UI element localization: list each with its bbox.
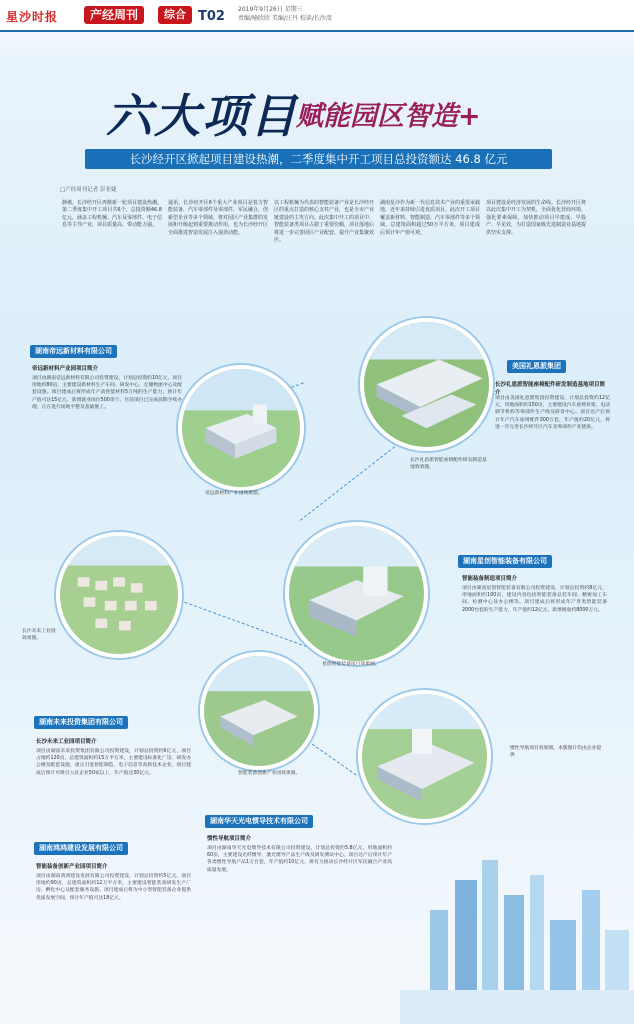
project-title-1: 帝远新材料产业园项目简介 [32,366,99,372]
headline-main: 六大项目 [106,89,298,143]
column-badge: 产经周刊 [84,6,144,24]
intro-column-4: 湖南星沙作为新一代信息技术产业的重要承载地，近年来持续引进优质项目。此次开工项目覆盖新材料、智能制造、汽车零部件等多个领域，总建筑面积超过50万平方米，项目建成后预计年产值可观。 [380,200,481,236]
caption-6: 惯性导航项目效果图。本版图片均由企业提供 [510,746,602,758]
project-title-4: 长沙未来工业园项目简介 [36,739,97,745]
company-header-3: 湖南星创智能装备有限公司 [458,555,552,568]
headline [100,80,560,150]
caption-4: 星创智能装备项目效果图。 [322,662,380,667]
caption-2: 长沙礼恩派智能座椅配件研发制造基地效果图。 [410,458,487,470]
company-header-2: 美国礼恩派集团 [507,360,566,373]
project-title-6: 智能装备创新产业园项目简介 [36,864,108,870]
company-header-6: 湖南鸿鸿建设发展有限公司 [34,842,128,855]
project-title-5: 惯性导航项目简介 [207,836,252,842]
project-text-3: 项目由湖南星创智能装备有限公司投资建设，计划总投资约8亿元，用地面积约100亩，建设内容包括智能装备总装车间、精密加工车间、检测中心及办公楼等。项目建成后将形成年产各类智能装备2000台套的生产能力，年产值约12亿元，新增税收约8000万元。 [462,586,607,613]
page-header [0,0,634,32]
intro-column-1: 静谧，长沙经开区再掀新一轮项目建设热潮。第二季度集中开工项目共6个，总投资额46.8亿元，涵盖工程机械、汽车及零部件、电子信息等主导产业，项目质量高、带动能力强。 [62,200,163,229]
headline-sub: 赋能园区智造+ [296,101,481,132]
issue-date: 2019年9月26日 星期三 [238,6,303,13]
project-text-5: 项目由湖南华天光电惯导技术有限公司投资建设，计划总投资约5.8亿元，用地面积约60亩，主要建设光纤惯导、激光惯导产品生产线及研发测试中心。项目达产后预计年产各类惯性导航产品1万台套，年产值约10亿元，将有力推动长沙经开区军民融合产业高质量发展。 [207,846,392,873]
page-number: T02 [198,9,225,24]
photo-xingchuang [285,522,428,665]
newspaper-logo: 星沙时报 [6,10,59,24]
caption-3: 长沙未来工业园效果图。 [22,629,56,641]
intro-column-2: 通讯，长沙经开区6个重大产业项目是着力智能装备，汽车零部件及零部件，军民融合，创新型企业等多个领域，将对园区产业集群的发展和升级起到重要推动作用，也为长沙经开区全面推进智造发展注入强劲动能。 [168,200,269,236]
project-title-2: 长沙礼恩派智能座椅配件研发制造基地项目简介 [495,382,606,396]
caption-1: 帝远新材料产业园效果图。 [205,491,263,496]
project-text-4: 项目由湖南未来投资集团有限公司投资建设，计划总投资约6亿元，项目占地约120亩，总建筑面积约15万平方米，主要建设标准化厂房、研发办公楼及配套设施，重点引进智能制造、电子信息等高新技术企业。项目建成后预计可吸引入驻企业50家以上，年产值达30亿元。 [36,749,191,776]
photo-leggett-base [360,318,493,451]
skyline-illustration [400,850,634,1024]
photo-diyuan-park [178,365,304,491]
project-text-2: 项目由美国礼恩派集团投资建设，计划总投资约12亿元，用地面积约150亩，主要建设汽车座椅骨架、电动调节机构等零部件生产线及研发中心。项目达产后预计年产汽车座椅配件300万套，年产值约20亿元，将进一步完善长沙经开区汽车及零部件产业链条。 [495,396,610,430]
project-text-1: 项目由湖南帝远新材料有限公司投资建设，计划总投资约10亿元，项目用地约80亩，主要建设新材料生产车间、研发中心、仓储物流中心及配套设施。项目建成后将形成年产高性能材料5万吨的生产能力，预计年产值可达15亿元，新增就业岗位500余个。目前项目已完成前期手续办理，正在进行场地平整及基础施工。 [32,376,183,410]
category-badge: 综合 [158,6,192,24]
intro-column-3: 以工程机械为代表的智能装备产业是长沙经开区的重点打造的核心支柱产业，也是全市产业链建设的主攻方向。此次集中开工的项目中，智能装备类项目占据了重要份额，项目落地后将进一步完善园区产业配套，提升产业集聚效应。 [274,200,375,244]
project-title-3: 智能装备制造项目简介 [462,576,518,582]
header-meta [238,5,332,23]
photo-future-park [56,532,182,658]
connector-line [300,440,403,521]
photo-innovation-park [200,652,318,770]
project-text-6: 项目由湖南鸿鸿建设发展有限公司投资建设，计划总投资约5亿元，项目用地约90亩，总建筑面积约12万平方米，主要建设智能装备研发生产厂房、孵化中心及配套服务设施。项目建成后将为中小型智能装备企业提供优质发展空间，预计年产值可达18亿元。 [36,874,191,901]
photo-inertial-nav [358,690,491,823]
byline: □产经周刊记者 彭亚婕 [60,187,117,193]
company-header-4: 湖南未来投资集团有限公司 [34,716,128,729]
intro-column-5: 项目建设是经济发展的生命线。长沙经开区将以此次集中开工为契机，全面优化营商环境，强化要素保障，加快推动项目早建成、早投产、早见效，为打造国家级先进制造业基地提供坚实支撑。 [486,200,587,236]
caption-5: 智能装备创新产业园效果图。 [238,771,301,776]
editor-credits: 责编/喻欣欣 美编/汪丹 校读/长沙湾 [238,15,332,22]
sub-headline: 长沙经开区掀起项目建设热潮，二季度集中开工项目总投资额达 46.8 亿元 [85,149,552,169]
company-header-5: 湖南华天光电惯导技术有限公司 [205,815,313,828]
company-header-1: 湖南帝远新材料有限公司 [30,345,117,358]
